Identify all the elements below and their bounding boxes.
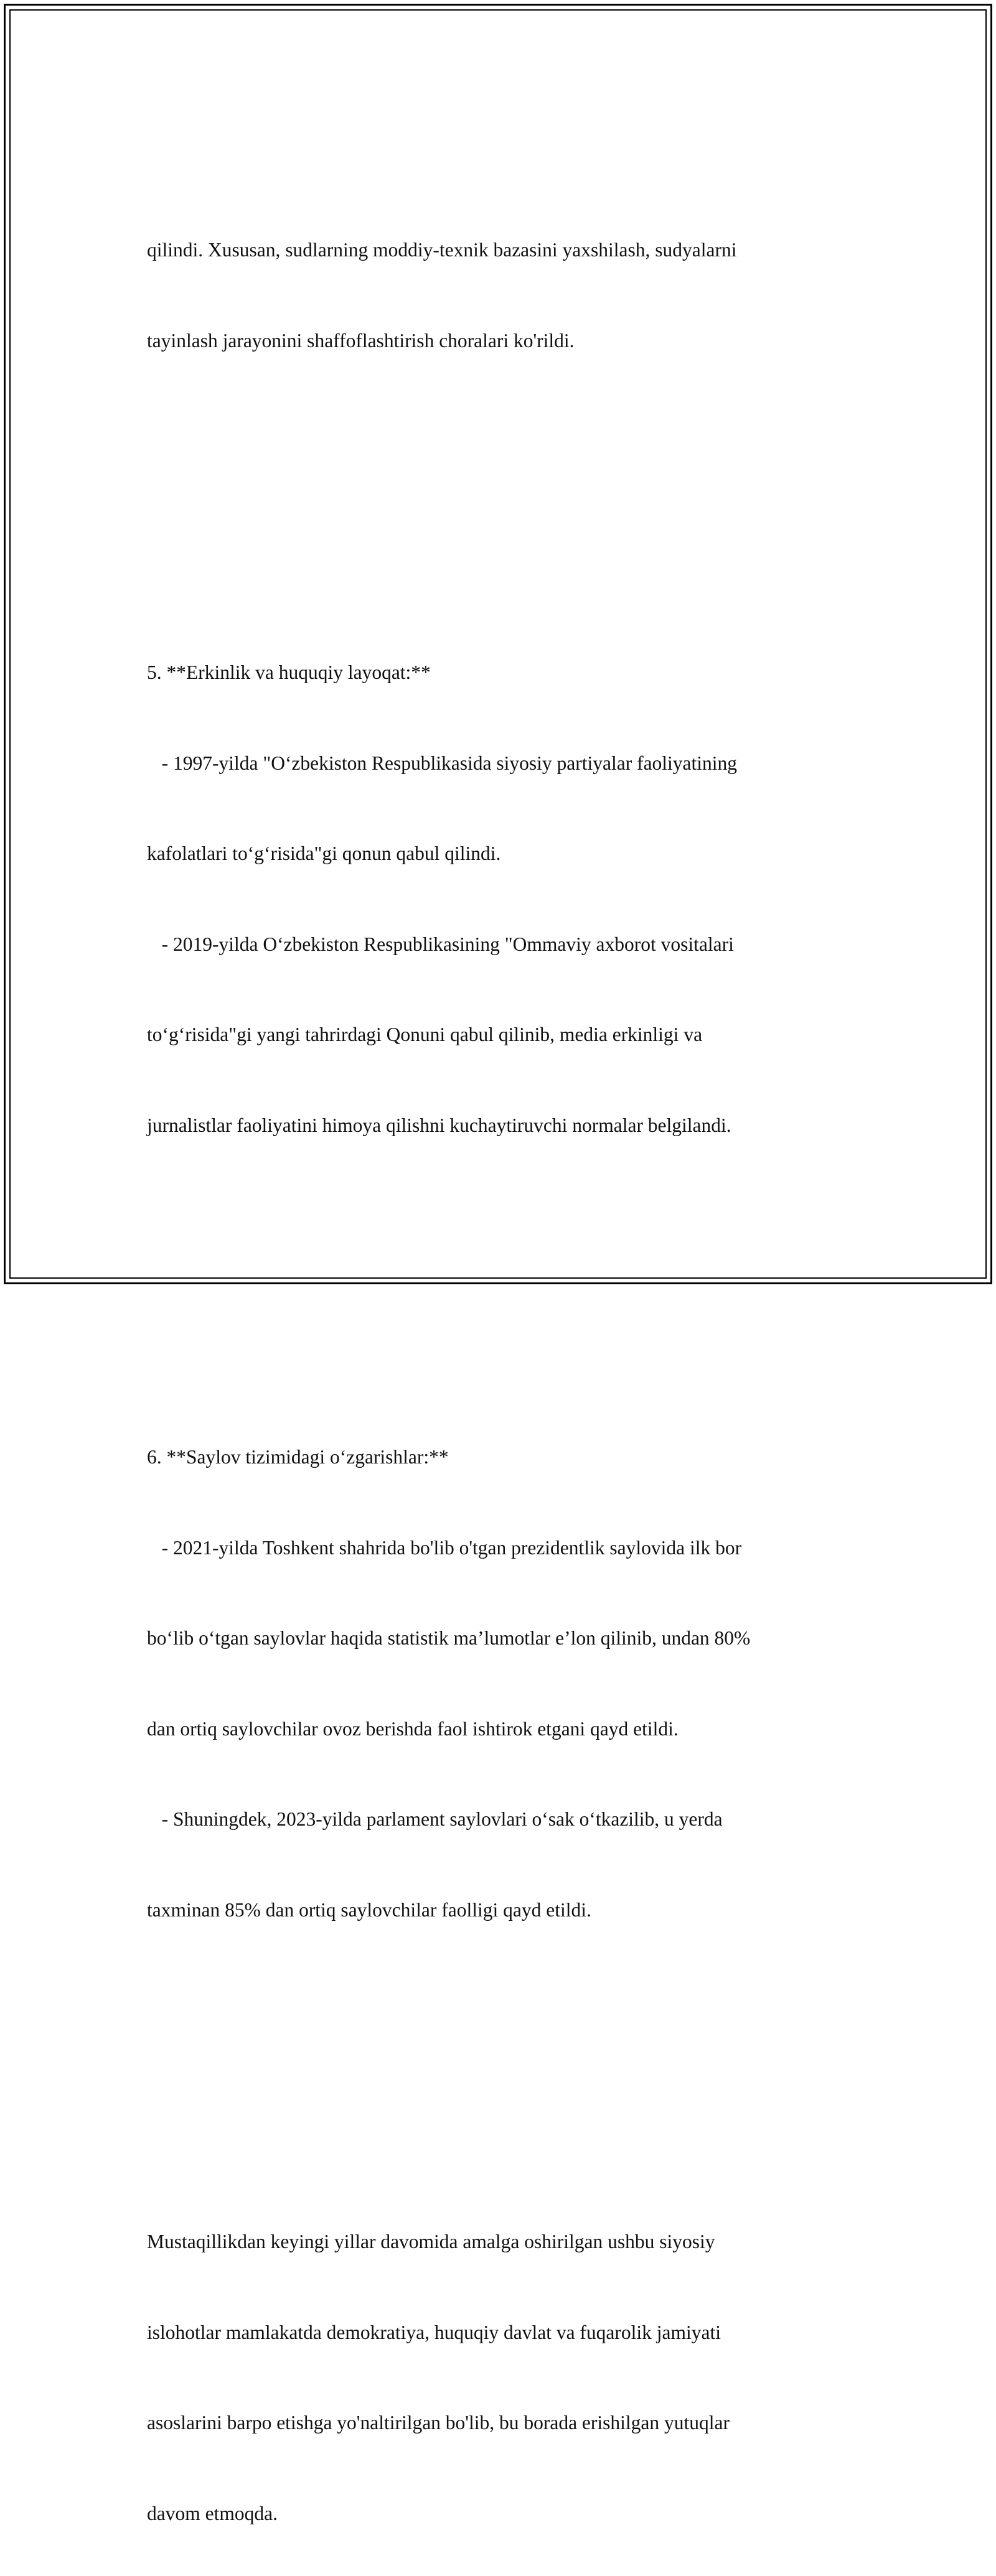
conclusion-paragraph — [147, 2167, 881, 2576]
list-item-line: taxminan 85% dan ortiq saylovchilar faolligi qayd etildi. — [147, 1898, 591, 1921]
list-item-line: bo‘lib o‘tgan saylovlar haqida statistik ma’lumotlar e’lon qilinib, undan 80% — [147, 1627, 751, 1649]
paragraph-spacer — [147, 477, 881, 507]
paragraph-spacer — [147, 2046, 881, 2076]
list-item-line: - 2021-yilda Toshkent shahrida bo'lib o'tgan prezidentlik saylovida ilk bor — [147, 1536, 742, 1559]
text-line: islohotlar mamlakatda demokratiya, huquqiy davlat va fuqarolik jamiyati — [147, 2321, 721, 2343]
list-item-line: jurnalistlar faoliyatini himoya qilishni kuchaytiruvchi normalar belgilandi. — [147, 1114, 731, 1136]
intro-paragraph — [147, 175, 881, 416]
text-line: qilindi. Xususan, sudlarning moddiy-texnik bazasini yaxshilash, sudyalarni — [147, 239, 737, 261]
text-line: Mustaqillikdan keyingi yillar davomida amalga oshirilgan ushbu siyosiy — [147, 2231, 715, 2252]
document-body — [147, 114, 881, 2576]
text-line: davom etmoqda. — [147, 2502, 278, 2524]
section-heading: 6. **Saylov tizimidagi o‘zgarishlar:** — [147, 1446, 449, 1468]
text-line: tayinlash jarayonini shaffoflashtirish choralari ko'rildi. — [147, 329, 575, 352]
section-heading: 5. **Erkinlik va huquqiy layoqat:** — [147, 661, 431, 683]
text-line: asoslarini barpo etishga yo'naltirilgan bo'lib, bu borada erishilgan yutuqlar — [147, 2412, 730, 2434]
list-item-line: to‘g‘risida"gi yangi tahrirdagi Qonuni qabul qilinib, media erkinligi va — [147, 1024, 703, 1045]
list-item-line: - 1997-yilda "O‘zbekiston Respublikasida siyosiy partiyalar faoliyatining — [147, 752, 738, 774]
list-item-line: kafolatlari to‘g‘risida"gi qonun qabul qilindi. — [147, 842, 501, 864]
list-item-line: - Shuningdek, 2023-yilda parlament saylovlari o‘sak o‘tkazilib, u yerda — [147, 1808, 723, 1830]
list-item-line: - 2019-yilda O‘zbekiston Respublikasining "Ommaviy axborot vositalari — [147, 933, 734, 955]
paragraph-spacer — [147, 1261, 881, 1292]
list-item-line: dan ortiq saylovchilar ovoz berishda faol ishtirok etgani qayd etildi. — [147, 1717, 679, 1740]
section-5 — [147, 597, 881, 1201]
section-6 — [147, 1382, 881, 1986]
